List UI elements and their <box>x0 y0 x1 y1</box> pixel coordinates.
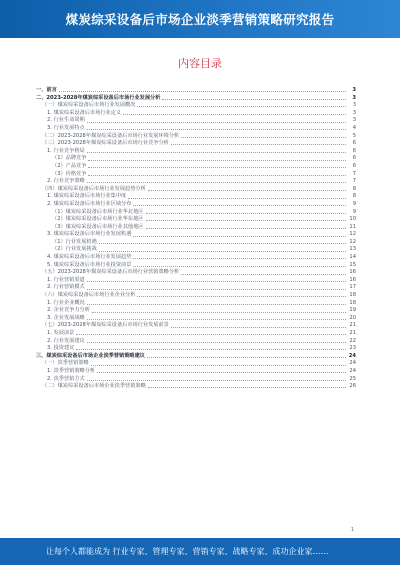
toc-entry-title: （七）2023-2028年煤炭综采设备后市场行业发展前景 <box>42 322 169 329</box>
toc-entry-title: 2. 企业竞争力分析 <box>47 307 90 314</box>
toc-entry-page: 4 <box>352 124 356 131</box>
toc-entry[interactable] <box>36 284 356 292</box>
toc-heading: 内容目录 <box>178 57 222 70</box>
toc-dot-leader <box>87 122 346 123</box>
toc-entry[interactable] <box>36 171 356 179</box>
toc-entry[interactable] <box>36 338 356 346</box>
toc-entry-page: 12 <box>349 238 356 245</box>
table-of-contents <box>36 87 356 391</box>
toc-entry-page: 18 <box>349 292 356 299</box>
toc-dot-leader <box>87 319 346 320</box>
toc-entry[interactable] <box>36 231 356 239</box>
toc-dot-leader <box>76 349 346 350</box>
toc-entry-page: 6 <box>352 140 356 147</box>
toc-dot-leader <box>146 220 347 221</box>
toc-entry-page: 24 <box>348 352 356 359</box>
toc-entry-page: 24 <box>349 360 356 367</box>
toc-entry[interactable] <box>36 360 356 368</box>
toc-entry-page: 13 <box>349 246 356 253</box>
toc-dot-leader <box>88 167 346 168</box>
toc-entry-page: 11 <box>349 223 356 230</box>
toc-entry-title: 三、煤炭综采设备后市场企业淡季营销策略建议 <box>36 352 145 359</box>
toc-dot-leader <box>137 106 346 107</box>
toc-entry-page: 6 <box>352 155 356 162</box>
toc-entry[interactable] <box>36 322 356 330</box>
toc-entry-title: （2）煤炭综采设备后市场行业华东地区 <box>52 216 144 223</box>
toc-entry[interactable] <box>36 125 356 133</box>
toc-entry-page: 24 <box>349 367 356 374</box>
toc-entry-page: 5 <box>352 132 356 139</box>
toc-dot-leader <box>133 258 346 259</box>
toc-entry[interactable] <box>36 193 356 201</box>
toc-dot-leader <box>123 114 346 115</box>
toc-entry[interactable] <box>36 216 356 224</box>
toc-entry-title: （1）行业发展机遇 <box>52 238 97 245</box>
toc-entry-page: 26 <box>349 383 356 390</box>
toc-entry-page: 16 <box>349 269 356 276</box>
toc-entry[interactable] <box>36 117 356 125</box>
page-number: 1 <box>350 527 354 533</box>
toc-entry-page: 3 <box>352 102 356 109</box>
toc-entry-title: 1. 煤炭综采设备后市场行业集中度 <box>47 193 127 200</box>
toc-entry-title: （三）2023-2028年煤炭综采设备后市场行业竞争分析 <box>42 140 169 147</box>
toc-dot-leader <box>87 152 346 153</box>
toc-entry[interactable] <box>36 345 356 353</box>
toc-dot-leader <box>171 327 346 328</box>
toc-entry[interactable] <box>36 254 356 262</box>
toc-entry-title: 1. 淡季营销策略分析 <box>47 367 96 374</box>
toc-entry[interactable] <box>36 178 356 186</box>
toc-entry-title: 2. 煤炭综采设备后市场行业区域分布 <box>47 200 132 207</box>
toc-entry-page: 8 <box>352 185 356 192</box>
toc-entry-page: 3 <box>352 87 356 93</box>
toc-dot-leader <box>148 387 346 388</box>
toc-entry[interactable] <box>36 209 356 217</box>
toc-entry-title: 5. 煤炭综采设备后市场行业投资前景 <box>47 261 132 268</box>
toc-dot-leader <box>128 198 346 199</box>
report-title: 煤炭综采设备后市场企业淡季营销策略研究报告 <box>65 12 335 27</box>
toc-entry-title: （五）2023-2028年煤炭综采设备后市场行业营销策略分析 <box>42 269 180 276</box>
toc-entry-page: 12 <box>349 231 356 238</box>
toc-entry-title: （2）行业发展挑战 <box>52 246 97 253</box>
toc-dot-leader <box>91 365 346 366</box>
toc-entry-title: （1）品牌竞争 <box>52 155 87 162</box>
toc-entry-title: 2. 行业竞争策略 <box>47 178 85 185</box>
toc-entry-title: 二、2023-2028年煤炭综采设备后市场行业发展分析 <box>36 94 161 101</box>
toc-entry-title: 1. 行业竞争格局 <box>47 147 85 154</box>
toc-entry[interactable] <box>36 102 356 110</box>
toc-dot-leader <box>133 266 346 267</box>
toc-entry-page: 23 <box>349 345 356 352</box>
toc-dot-leader <box>137 296 346 297</box>
toc-dot-leader <box>87 342 346 343</box>
toc-dot-leader <box>181 137 346 138</box>
toc-entry[interactable] <box>36 163 356 171</box>
toc-entry-page: 20 <box>349 314 356 321</box>
toc-entry-title: 1. 行业企业概况 <box>47 299 85 306</box>
toc-entry-title: 3. 行业发展特点 <box>47 124 85 131</box>
toc-entry[interactable] <box>36 140 356 148</box>
toc-entry-title: 2. 行业营销模式 <box>47 284 85 291</box>
toc-entry-title: 一、前言 <box>36 87 57 93</box>
toc-dot-leader <box>87 281 346 282</box>
toc-entry[interactable] <box>36 307 356 315</box>
toc-entry[interactable] <box>36 330 356 338</box>
toc-entry-page: 3 <box>352 109 356 116</box>
toc-entry-page: 18 <box>349 299 356 306</box>
toc-entry-title: （2）产品竞争 <box>52 162 87 169</box>
toc-entry-title: （1）煤炭综采设备后市场行业华北地区 <box>52 208 144 215</box>
toc-entry[interactable] <box>36 269 356 277</box>
toc-entry-title: 2. 行业生命周期 <box>47 117 85 124</box>
toc-entry-page: 9 <box>352 208 356 215</box>
report-header <box>0 0 400 38</box>
toc-entry-page: 17 <box>349 284 356 291</box>
toc-entry-title: 3. 煤炭综采设备后市场行业发展机遇 <box>47 231 132 238</box>
toc-entry[interactable] <box>36 201 356 209</box>
toc-dot-leader <box>99 251 346 252</box>
toc-dot-leader <box>99 243 346 244</box>
toc-entry[interactable] <box>36 155 356 163</box>
toc-dot-leader <box>171 144 346 145</box>
toc-entry-page: 22 <box>349 337 356 344</box>
toc-entry-title: （一）淡季营销策略 <box>42 360 89 367</box>
toc-dot-leader <box>181 274 346 275</box>
toc-entry-title: 1. 发展前景 <box>47 330 75 336</box>
toc-entry-title: （二）2023-2028年煤炭综采设备后市场行业发展环境分析 <box>42 132 180 139</box>
toc-dot-leader <box>147 357 346 358</box>
toc-entry-title: （3）煤炭综采设备后市场行业其他地区 <box>52 223 144 230</box>
toc-entry-page: 8 <box>352 193 356 200</box>
toc-entry-page: 6 <box>352 147 356 154</box>
toc-entry[interactable] <box>36 368 356 376</box>
toc-dot-leader <box>162 99 346 100</box>
toc-entry-title: （一）煤炭综采设备后市场行业发展概况 <box>42 102 136 109</box>
toc-entry[interactable] <box>36 246 356 254</box>
toc-entry-page: 15 <box>349 261 356 268</box>
toc-dot-leader <box>76 334 346 335</box>
toc-dot-leader <box>87 289 346 290</box>
toc-entry-page: 6 <box>352 162 356 169</box>
toc-entry-page: 3 <box>352 94 356 101</box>
toc-entry[interactable] <box>36 383 356 391</box>
toc-dot-leader <box>87 380 346 381</box>
toc-entry-title: （3）价格竞争 <box>52 170 87 177</box>
toc-dot-leader <box>97 372 346 373</box>
toc-entry-title: （六）煤炭综采设备后市场行业企业分析 <box>42 292 136 299</box>
toc-entry-page: 21 <box>349 322 356 329</box>
toc-entry-title: 1. 煤炭综采设备后市场行业定义 <box>47 109 122 116</box>
toc-dot-leader <box>92 312 346 313</box>
toc-dot-leader <box>133 236 346 237</box>
toc-dot-leader <box>87 304 346 305</box>
toc-dot-leader <box>88 160 346 161</box>
toc-entry-page: 7 <box>352 178 356 185</box>
toc-entry-page: 19 <box>349 307 356 314</box>
toc-entry-title: （二）煤炭综采设备后市场企业淡季营销策略 <box>42 383 146 390</box>
toc-entry-page: 14 <box>349 254 356 261</box>
toc-dot-leader <box>59 91 346 92</box>
toc-entry[interactable] <box>36 292 356 300</box>
toc-entry-page: 16 <box>349 276 356 283</box>
toc-entry-title: 4. 煤炭综采设备后市场行业发展趋势 <box>47 254 132 261</box>
toc-dot-leader <box>148 190 346 191</box>
toc-dot-leader <box>146 213 347 214</box>
toc-entry-title: 2. 淡季营销方式 <box>47 375 85 382</box>
toc-entry[interactable] <box>36 87 356 95</box>
toc-entry-title: 1. 行业营销渠道 <box>47 276 85 283</box>
toc-entry-page: 9 <box>352 200 356 207</box>
footer-slogan: 让每个人都能成为 行业专家、管理专家、营销专家、战略专家、成功企业家…… <box>46 547 329 556</box>
toc-entry-page: 3 <box>352 117 356 124</box>
toc-entry-title: （四）煤炭综采设备后市场行业发展趋势分析 <box>42 185 146 192</box>
toc-dot-leader <box>87 129 346 130</box>
toc-entry-page: 25 <box>349 375 356 382</box>
toc-dot-leader <box>146 228 347 229</box>
footer-banner <box>0 538 400 565</box>
toc-dot-leader <box>88 175 346 176</box>
toc-entry-title: 3. 投资建议 <box>47 345 75 352</box>
toc-entry-page: 7 <box>352 170 356 177</box>
toc-entry-page: 10 <box>349 216 356 223</box>
toc-dot-leader <box>133 205 346 206</box>
toc-dot-leader <box>87 182 346 183</box>
toc-entry-page: 21 <box>349 330 356 336</box>
toc-entry-title: 3. 企业发展战略 <box>47 314 85 321</box>
toc-entry-title: 2. 行业发展建议 <box>47 337 85 344</box>
